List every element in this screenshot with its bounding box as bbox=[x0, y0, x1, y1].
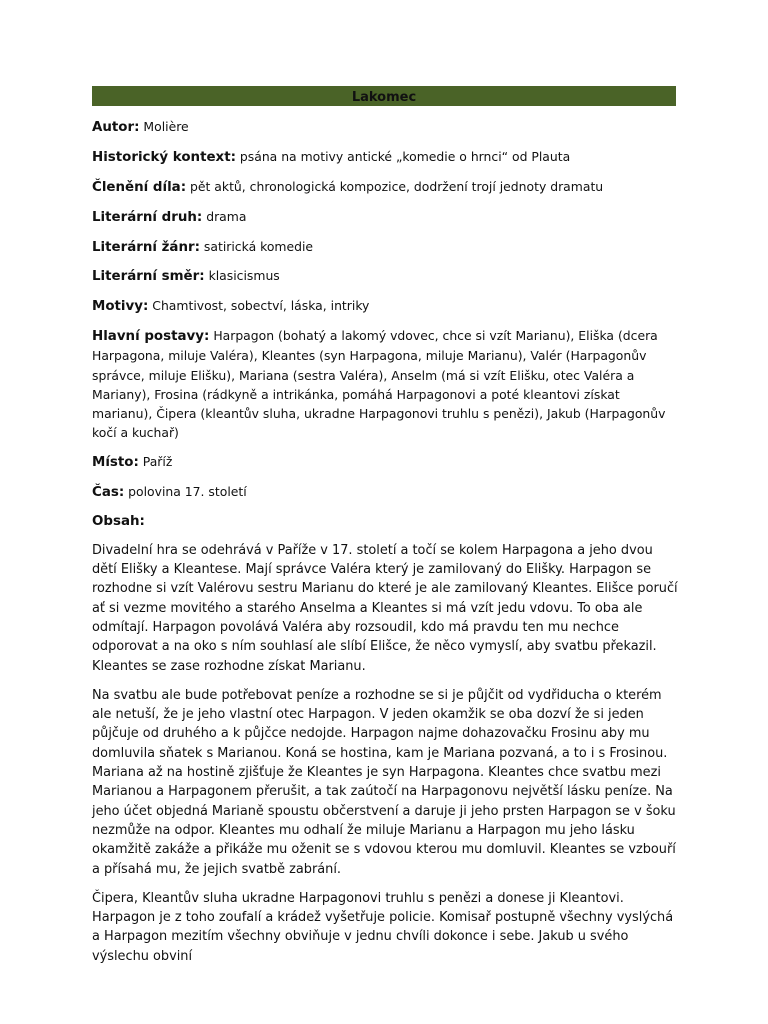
field-cas bbox=[92, 482, 680, 502]
field-hlavni-postavy bbox=[92, 326, 680, 442]
field-value: klasicismus bbox=[208, 268, 280, 284]
field-historicky-kontext bbox=[92, 147, 680, 167]
field-value: Molière bbox=[143, 119, 189, 134]
field-literarni-smer bbox=[92, 266, 680, 286]
field-motivy bbox=[92, 296, 680, 316]
field-label: Místo: bbox=[92, 455, 139, 471]
field-literarni-druh bbox=[92, 207, 680, 227]
field-value: Paříž bbox=[142, 454, 173, 470]
field-value: drama bbox=[206, 208, 247, 224]
field-label: Literární žánr: bbox=[92, 239, 200, 255]
field-value: Chamtivost, sobectví, láska, intriky bbox=[152, 298, 370, 314]
field-literarni-zanr bbox=[92, 237, 680, 257]
body-paragraph: Divadelní hra se odehrává v Paříže v 17. století a točí se kolem Harpagona a jeho dvou dětí Elišky a Kleantese. Mají správce Valéra který je zamilovaný do Elišky. Harpagon se rozhodne si vzít Valérovu sestru Marianu do které je ale zamilovaný Kleantes. Elišce poručí ať si vezme movitého a starého Anselma a Kleantes si má vzít jedu vdovu. To oba ale odmítají. Harpagon povolává Valéra aby rozsoudil, kdo má pravdu ten mu nechce odporovat a na oko s ním souhlasí ale slíbí Elišce, že něco vymyslí, aby svatbu překazil. Kleantes se zase rozhodne získat Marianu. bbox=[92, 542, 678, 674]
obsah-heading: Obsah: bbox=[92, 513, 145, 529]
field-autor bbox=[92, 117, 680, 137]
field-label: Čas: bbox=[92, 485, 125, 501]
document-title: Lakomec bbox=[351, 90, 417, 105]
body-paragraph: Čipera, Kleantův sluha ukradne Harpagonovi truhlu s penězi a donese ji Kleantovi. Harpagon je z toho zoufalí a krádež vyšetřuje policie. Komisař postupně všechny vyslýchá a Harpagon mezitím všechny obviňuje v jednu chvíli dokonce i sebe. Jakub u svého výslechu obviní bbox=[92, 890, 674, 964]
body-paragraph: Na svatbu ale bude potřebovat peníze a rozhodne se si je půjčit od vydřiducha o kterém ale netuší, že je jeho vlastní otec Harpagon. V jeden okamžik se oba dozví že si jeden půjčuje od druhého a k půjčce nedojde. Harpagon najme dohazovačku Frosinu aby mu domluvila sňatek s Marianou. Koná se hostina, kam je Mariana pozvaná, a to i s Frosinou. Mariana až na hostině zjišťuje že Kleantes je syn Harpagona. Kleantes chce svatbu mezi Marianou a Harpagonem přerušit, a tak zaútočí na Harpagonovu největší lásku peníze. Na jeho účet objedná Marianě spoustu občerstvení a daruje ji jeho prsten Harpagon se v šoku nezmůže na odpor. Kleantes mu odhalí že miluje Marianu a Harpagon mu jeho lásku okamžitě zakáže a přikáže mu oženit se s vdovou kterou mu domluvil. Kleantes se vzbouří a přísahá mu, že jejich svatbě zabrání. bbox=[92, 687, 676, 877]
field-value: Harpagon (bohatý a lakomý vdovec, chce si vzít Marianu), Eliška (dcera Harpagona, miluje Valéra), Kleantes (syn Harpagona, miluje Marianu), Valér (Harpagonův správce, miluje Elišku), Mariana (sestra Valéra), Anselm (má si vzít Elišku, otec Valéra a Mariany), Frosina (rádkyně a intrikánka, pomáhá Harpagonovi a poté kleantovi získat marianu), Čipera (kleantův sluha, ukradne Harpagonovi truhlu s penězi), Jakub (Harpagonův kočí a kuchař) bbox=[92, 328, 666, 441]
field-label: Motivy: bbox=[92, 299, 149, 315]
field-value: psána na motivy antické „komedie o hrnci“ od Plauta bbox=[239, 148, 571, 164]
field-misto bbox=[92, 452, 680, 472]
document-body bbox=[92, 117, 680, 976]
field-label: Hlavní postavy: bbox=[92, 329, 210, 345]
field-label: Literární směr: bbox=[92, 269, 205, 285]
field-label: Historický kontext: bbox=[92, 149, 236, 165]
field-value: satirická komedie bbox=[203, 238, 314, 254]
title-bar bbox=[92, 86, 676, 106]
field-label: Autor: bbox=[92, 120, 140, 135]
field-cleneni-dila bbox=[92, 177, 680, 197]
field-value: pět aktů, chronologická kompozice, dodržení trojí jednoty dramatu bbox=[190, 178, 604, 194]
field-value: polovina 17. století bbox=[128, 484, 247, 500]
field-label: Literární druh: bbox=[92, 209, 203, 225]
field-label: Členění díla: bbox=[92, 179, 187, 195]
